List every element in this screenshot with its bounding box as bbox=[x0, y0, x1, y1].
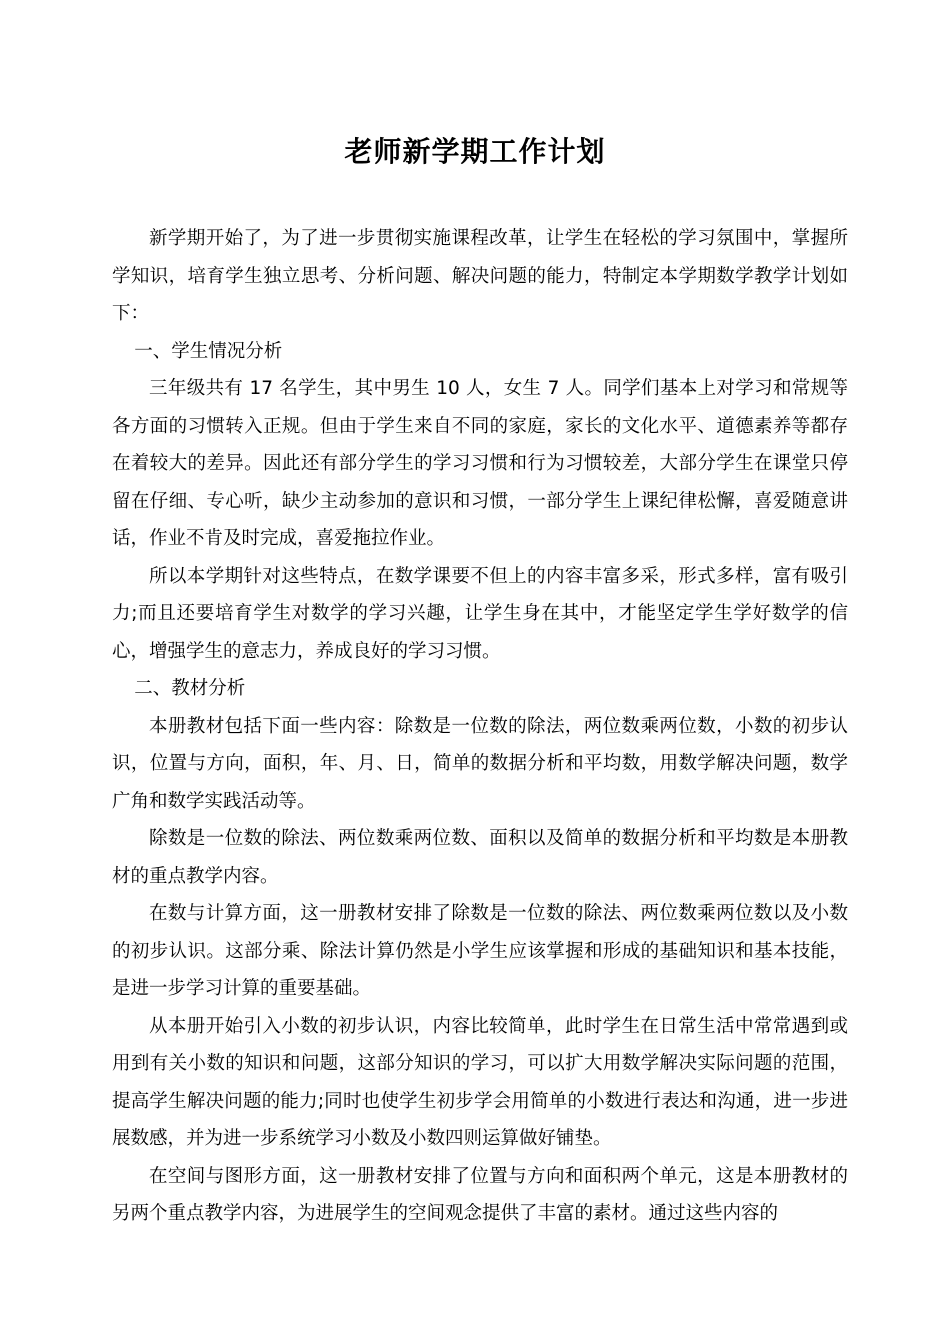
section-heading-textbook-analysis: 二、教材分析 bbox=[134, 678, 246, 699]
paragraph-key-content: 除数是一位数的除法、两位数乘两位数、面积以及简单的数据分析和平均数是本册教材的重点教学内容。 bbox=[112, 828, 848, 887]
paragraph-decimals: 从本册开始引入小数的初步认识，内容比较简单，此时学生在日常生活中常常遇到或用到有关小数的知识和问题，这部分知识的学习，可以扩大用数学解决实际问题的范围，提高学生解决问题的能力;同时也使学生初步学会用简单的小数进行表达和沟通，进一步进展数感，并为进一步系统学习小数及小数四则运算做好铺垫。 bbox=[112, 1015, 848, 1149]
paragraph-textbook-contents: 本册教材包括下面一些内容：除数是一位数的除法，两位数乘两位数，小数的初步认识，位置与方向，面积，年、月、日，简单的数据分析和平均数，用数学解决问题，数学广角和数学实践活动等。 bbox=[112, 715, 848, 812]
paragraph-space-geometry: 在空间与图形方面，这一册教材安排了位置与方向和面积两个单元，这是本册教材的另两个重点教学内容，为进展学生的空间观念提供了丰富的素材。通过这些内容的 bbox=[112, 1165, 848, 1224]
section-heading-student-analysis: 一、学生情况分析 bbox=[134, 340, 283, 362]
document-title: 老师新学期工作计划 bbox=[344, 135, 606, 168]
paragraph-intro: 新学期开始了，为了进一步贯彻实施课程改革，让学生在轻松的学习氛围中，掌握所学知识，培育学生独立思考、分析问题、解决问题的能力，特制定本学期数学教学计划如下： bbox=[112, 228, 848, 324]
document-body bbox=[112, 220, 848, 1233]
paragraph-number-calculation: 在数与计算方面，这一册教材安排了除数是一位数的除法、两位数乘两位数以及小数的初步认识。这部分乘、除法计算仍然是小学生应该掌握和形成的基础知识和基本技能，是进一步学习计算的重要基础。 bbox=[112, 903, 848, 999]
paragraph-teaching-approach: 所以本学期针对这些特点，在数学课要不但上的内容丰富多采，形式多样，富有吸引力;而且还要培育学生对数学的学习兴趣，让学生身在其中，才能坚定学生学好数学的信心，增强学生的意志力，养成良好的学习习惯。 bbox=[112, 565, 848, 662]
paragraph-student-situation: 三年级共有 17 名学生，其中男生 10 人，女生 7 人。同学们基本上对学习和常规等各方面的习惯转入正规。但由于学生来自不同的家庭，家长的文化水平、道德素养等都存在着较大的差异。因此还有部分学生的学习习惯和行为习惯较差，大部分学生在课堂只停留在仔细、专心听，缺少主动参加的意识和习惯，一部分学生上课纪律松懈，喜爱随意讲话，作业不肯及时完成，喜爱拖拉作业。 bbox=[112, 378, 848, 549]
